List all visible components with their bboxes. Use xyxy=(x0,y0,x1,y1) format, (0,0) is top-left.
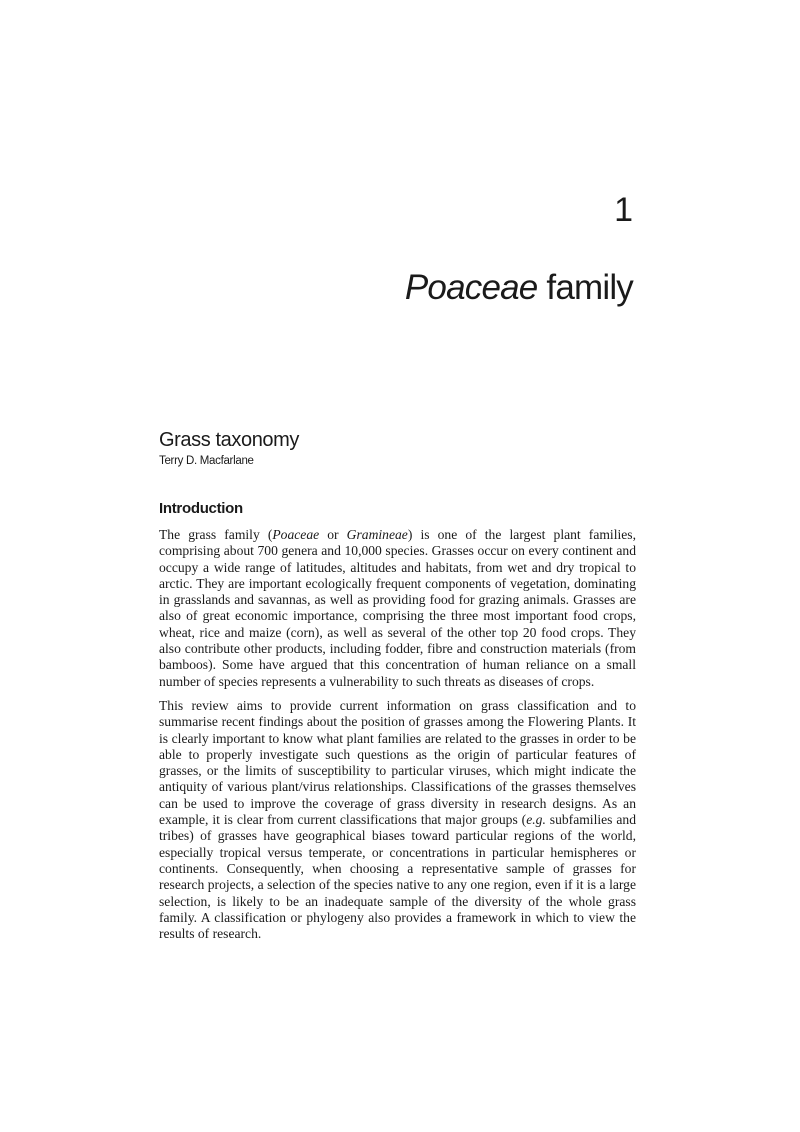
paragraph xyxy=(159,527,636,690)
chapter-title xyxy=(405,270,633,305)
chapter-title-italic: Poaceae xyxy=(404,268,538,307)
chapter-title-rest: family xyxy=(537,268,633,307)
author: Terry D. Macfarlane xyxy=(159,455,254,467)
body-text xyxy=(159,527,636,950)
italic-term: e.g. xyxy=(526,812,546,828)
text-run: This review aims to provide current information on grass classification and to summarise recent findings about the position of grasses among the Flowering Plants. It is clearly important to know what plant families are related to the grasses in order to be able to properly investigate such questions as the origin of particular features of grasses, or the limits of susceptibility to particular viruses, which might indicate the antiquity of various plant/virus relationships. Classifications of the grasses themselves can be used to improve the coverage of grass diversity in research designs. As an example, it is clear from current classifications that major groups ( xyxy=(159,697,636,828)
text-run: ) is one of the largest plant families, comprising about 700 genera and 10,000 species. Grasses occur on every continent and occupy a wide range of latitudes, altitudes and habitats, from wet and dry tropical to arctic. They are important ecologically frequent components of vegetation, dominating in grasslands and savannas, as well as providing food for grazing animals. Grasses are also of great economic importance, comprising the three most important food crops, wheat, rice and maize (corn), as well as several of the other top 20 food crops. They also contribute other products, including fodder, fibre and construction materials (from bamboos). Some have argued that this concentration of human reliance on a small number of species represents a vulnerability to such threats as diseases of crops. xyxy=(159,527,636,689)
paragraph xyxy=(159,698,636,942)
text-run: or xyxy=(319,527,347,542)
section-title: Grass taxonomy xyxy=(159,429,300,451)
italic-term: Gramineae xyxy=(346,527,408,542)
italic-term: Poaceae xyxy=(272,527,320,542)
text-run: The grass family ( xyxy=(159,527,273,542)
text-run: subfamilies and tribes) of grasses have geographical biases toward particular regions of the world, especially tropical versus temperate, or concentrations in particular hemispheres or continents. Consequently, when choosing a representative sample of grasses for research projects, a selection of the species native to any one region, even if it is a large selection, is likely to be an inadequate sample of the diversity of the whole grass family. A classification or phylogeny also provides a framework in which to view the results of research. xyxy=(159,812,636,942)
subheading-introduction: Introduction xyxy=(159,500,243,517)
chapter-number: 1 xyxy=(614,191,632,229)
